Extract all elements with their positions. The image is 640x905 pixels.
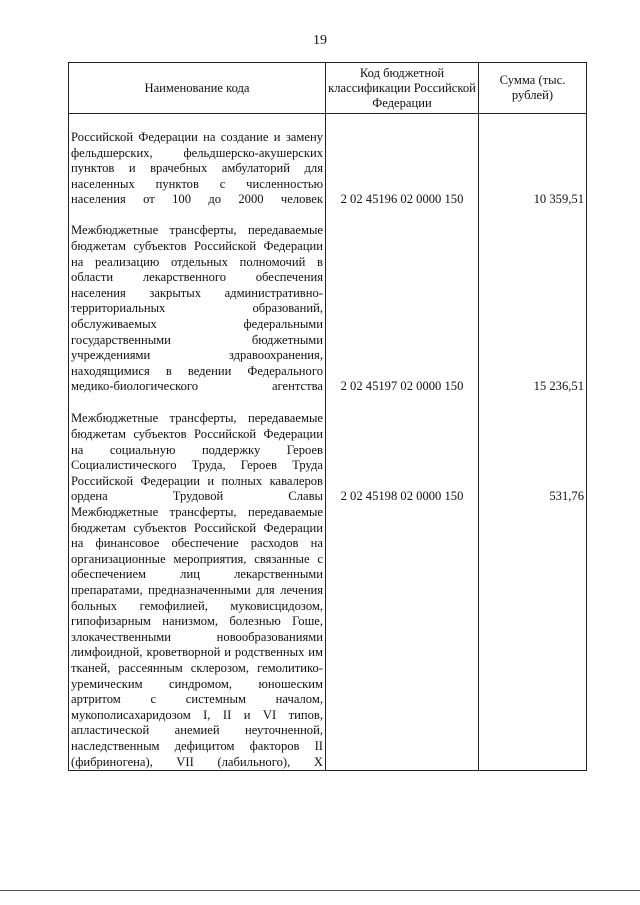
table-row <box>69 395 587 505</box>
table-row <box>69 208 587 395</box>
row-sum: 531,76 <box>479 395 587 505</box>
table-row <box>69 114 587 209</box>
bottom-rule <box>0 890 640 891</box>
row-code: 2 02 45197 02 0000 150 <box>326 208 479 395</box>
row-code <box>326 505 479 771</box>
row-name: Межбюджетные трансферты, передаваемые бюджетам субъектов Российской Федерации на реализацию отдельных полномочий в области лекарственного обеспечения населения закрытых административно-территориальных образований, обслуживаемых федеральными государственными бюджетными учреждениями здравоохранения, находящимися в ведении Федерального медико-биологического агентства <box>69 208 326 395</box>
header-code: Код бюджетной классификации Российской Федерации <box>326 63 479 114</box>
row-code: 2 02 45198 02 0000 150 <box>326 395 479 505</box>
budget-table <box>68 62 587 771</box>
row-sum: 15 236,51 <box>479 208 587 395</box>
page-number: 19 <box>313 33 327 48</box>
row-sum: 10 359,51 <box>479 114 587 209</box>
table-header-row <box>69 63 587 114</box>
row-name: Российской Федерации на создание и замену фельдшерских, фельдшерско-акушерских пунктов и врачебных амбулаторий для населенных пунктов с численностью населения от 100 до 2000 человек <box>69 114 326 209</box>
header-sum: Сумма (тыс. рублей) <box>479 63 587 114</box>
table-row <box>69 505 587 771</box>
header-name: Наименование кода <box>69 63 326 114</box>
row-name: Межбюджетные трансферты, передаваемые бюджетам субъектов Российской Федерации на социальную поддержку Героев Социалистического Труда, Героев Труда Российской Федерации и полных кавалеров ордена Трудовой Славы <box>69 395 326 505</box>
row-sum <box>479 505 587 771</box>
row-name: Межбюджетные трансферты, передаваемые бюджетам субъектов Российской Федерации на финансовое обеспечение расходов на организационные мероприятия, связанные с обеспечением лиц лекарственными препаратами, предназначенными для лечения больных гемофилией, муковисцидозом, гипофизарным нанизмом, болезнью Гоше, злокачественными новообразованиями лимфоидной, кроветворной и родственных им тканей, рассеянным склерозом, гемолитико-уремическим синдромом, юношеским артритом с системным началом, мукополисахаридозом I, II и VI типов, апластической анемией неуточненной, наследственным дефицитом факторов II (фибриногена), VII (лабильного), X <box>69 505 326 771</box>
row-code: 2 02 45196 02 0000 150 <box>326 114 479 209</box>
